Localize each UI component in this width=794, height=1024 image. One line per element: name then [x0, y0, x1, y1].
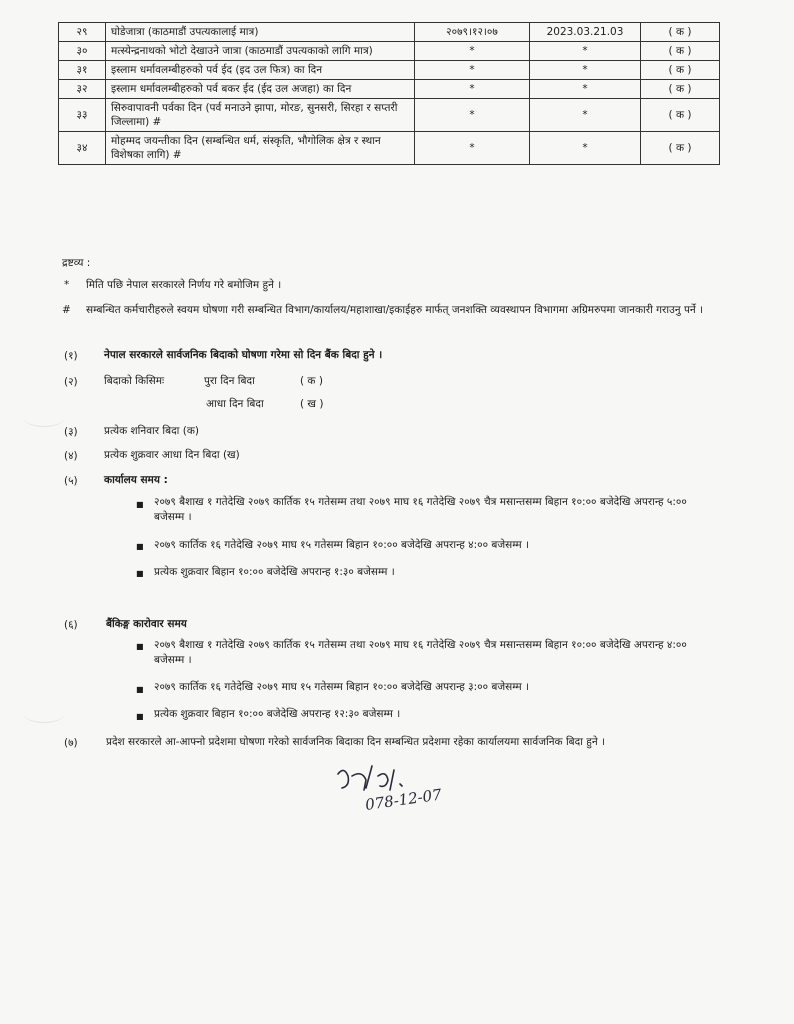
- table-row: [59, 61, 720, 80]
- item-1-text: नेपाल सरकारले सार्वजनिक बिदाको घोषणा गरेमा सो दिन बैंक बिदा हुने ।: [104, 349, 383, 361]
- notes-heading: द्रष्टव्य :: [62, 257, 91, 269]
- row-nepali-date: *: [415, 42, 530, 61]
- row-serial: ३०: [59, 42, 106, 61]
- half-day-code: ( ख ): [300, 398, 324, 410]
- table-row: [59, 132, 720, 165]
- item-1-number: (१): [64, 350, 78, 362]
- bullet-marker: ■: [136, 712, 144, 721]
- row-leave-type: ( क ): [641, 132, 720, 165]
- row-holiday-name: इस्लाम धर्मावलम्बीहरुको पर्व ईद (इद उल फित्र) का दिन: [106, 61, 415, 80]
- item-3-text: प्रत्येक शनिवार बिदा (क): [104, 425, 199, 437]
- row-english-date: *: [530, 80, 641, 99]
- leave-type-label: बिदाको किसिमः: [104, 375, 165, 387]
- row-english-date: *: [530, 42, 641, 61]
- item-7-number: (७): [64, 737, 78, 749]
- row-leave-type: ( क ): [641, 42, 720, 61]
- scan-artifact: [24, 706, 64, 723]
- row-holiday-name: सिरुवापावनी पर्वका दिन (पर्व मनाउने झापा, मोरङ, सुनसरी, सिरहा र सप्तरी जिल्लामा) #: [106, 99, 415, 132]
- banking-hours-bullet-3: प्रत्येक शुक्रवार बिहान १०:०० बजेदेखि अपरान्ह १२:३० बजेसम्म ।: [154, 708, 401, 720]
- row-holiday-name: इस्लाम धर्मावलम्बीहरुको पर्व बकर ईद (ईद उल अजहा) का दिन: [106, 80, 415, 99]
- office-hours-bullet-1: २०७९ बैशाख १ गतेदेखि २०७९ कार्तिक १५ गतेसम्म तथा २०७९ माघ १६ गतेदेखि २०७९ चैत्र मसान्तसम्म बिहान १०:०० बजेदेखि अपरान्ह ५:०० बजेसम्म ।: [154, 496, 687, 523]
- full-day-leave: पुरा दिन बिदा: [204, 375, 255, 387]
- table-row: [59, 42, 720, 61]
- item-7-text: प्रदेश सरकारले आ-आफ्नो प्रदेशमा घोषणा गरेको सार्वजनिक बिदाका दिन सम्बन्धित प्रदेशमा रहेका कार्यालयमा सार्वजनिक बिदा हुने ।: [106, 736, 606, 748]
- row-nepali-date: *: [415, 80, 530, 99]
- handwritten-signature: [326, 762, 466, 822]
- star-note: मिति पछि नेपाल सरकारले निर्णय गरे बमोजिम हुने ।: [86, 279, 282, 291]
- item-6-number: (६): [64, 619, 78, 631]
- row-serial: ३१: [59, 61, 106, 80]
- row-holiday-name: मत्स्येन्द्रनाथको भोटो देखाउने जात्रा (काठमाडौं उपत्यकाको लागि मात्र): [106, 42, 415, 61]
- row-leave-type: ( क ): [641, 61, 720, 80]
- row-holiday-name: मोहम्मद जयन्तीका दिन (सम्बन्धित धर्म, संस्कृति, भौगोलिक क्षेत्र र स्थान विशेषका लागि) #: [106, 132, 415, 165]
- bullet-marker: ■: [136, 685, 144, 694]
- banking-hours-title: बैंकिङ्ग कारोवार समय: [106, 618, 187, 630]
- holiday-table: [58, 22, 720, 165]
- row-english-date: *: [530, 61, 641, 80]
- row-english-date: 2023.03.21.03: [530, 23, 641, 42]
- scan-artifact: [24, 410, 64, 427]
- row-nepali-date: २०७९।१२।०७: [415, 23, 530, 42]
- item-2-number: (२): [64, 376, 78, 388]
- row-nepali-date: *: [415, 99, 530, 132]
- row-serial: २९: [59, 23, 106, 42]
- hash-note: सम्बन्धित कर्मचारीहरुले स्वयम घोषणा गरी सम्बन्धित विभाग/कार्यालय/महाशाखा/इकाईहरु मार्फत् जनशक्ति व्यवस्थापन विभागमा अग्रिमरुपमा जानकारी गराउनु पर्ने ।: [86, 304, 704, 316]
- item-5-number: (५): [64, 475, 78, 487]
- item-3-number: (३): [64, 426, 78, 438]
- signature-date: 078-12-07: [364, 785, 443, 814]
- banking-hours-bullet-1: २०७९ बैशाख १ गतेदेखि २०७९ कार्तिक १५ गतेसम्म तथा २०७९ माघ १६ गतेदेखि २०७९ चैत्र मसान्तसम्म बिहान १०:०० बजेदेखि अपरान्ह ४:०० बजेसम्म ।: [154, 639, 687, 666]
- half-day-leave: आधा दिन बिदा: [206, 398, 264, 410]
- banking-hours-bullet-2: २०७९ कार्तिक १६ गतेदेखि २०७९ माघ १५ गतेसम्म बिहान १०:०० बजेदेखि अपरान्ह ३:०० बजेसम्म ।: [154, 681, 529, 693]
- bullet-marker: ■: [136, 642, 144, 651]
- row-nepali-date: *: [415, 61, 530, 80]
- table-row: [59, 99, 720, 132]
- row-holiday-name: घोडेजात्रा (काठमाडौं उपत्यकालाई मात्र): [106, 23, 415, 42]
- bullet-marker: ■: [136, 542, 144, 551]
- row-leave-type: ( क ): [641, 80, 720, 99]
- table-row: [59, 23, 720, 42]
- row-serial: ३२: [59, 80, 106, 99]
- hash-mark: #: [62, 304, 71, 316]
- star-mark: *: [64, 279, 70, 291]
- item-4-text: प्रत्येक शुक्रवार आधा दिन बिदा (ख): [104, 449, 240, 461]
- full-day-code: ( क ): [300, 375, 323, 387]
- row-leave-type: ( क ): [641, 23, 720, 42]
- office-hours-title: कार्यालय समय :: [104, 474, 168, 486]
- row-english-date: *: [530, 132, 641, 165]
- office-hours-bullet-2: २०७९ कार्तिक १६ गतेदेखि २०७९ माघ १५ गतेसम्म बिहान १०:०० बजेदेखि अपरान्ह ४:०० बजेसम्म ।: [154, 539, 529, 551]
- row-serial: ३४: [59, 132, 106, 165]
- office-hours-bullet-3: प्रत्येक शुक्रवार बिहान १०:०० बजेदेखि अपरान्ह १:३० बजेसम्म ।: [154, 566, 395, 578]
- bullet-marker: ■: [136, 500, 144, 509]
- row-leave-type: ( क ): [641, 99, 720, 132]
- row-english-date: *: [530, 99, 641, 132]
- row-nepali-date: *: [415, 132, 530, 165]
- item-4-number: (४): [64, 450, 78, 462]
- bullet-marker: ■: [136, 569, 144, 578]
- row-serial: ३३: [59, 99, 106, 132]
- table-row: [59, 80, 720, 99]
